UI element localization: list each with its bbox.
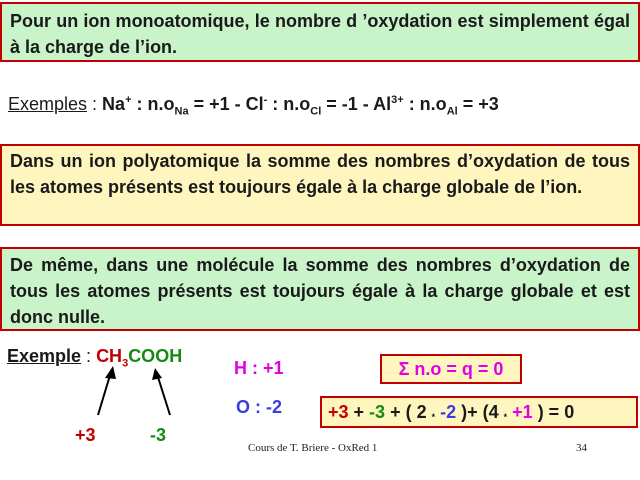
- page-number: 34: [576, 442, 587, 454]
- examples-line: Exemples : Na+ : $n.o_{Na} = +1 - Cl^-$ : $n.o_{Cl} = -1 - Al^{3+}$ : $n.o_{Al} = +3$: [8, 94, 499, 118]
- sum-box: Σ n.o = q = 0: [380, 354, 522, 384]
- sum-equation-box: +3 + -3 + ( 2 * -2 )+ (4 * +1 ) = 0: [320, 396, 638, 428]
- definition-molecule-text: De même, dans une molécule la somme des nombres d’oxydation de tous les atomes présents est toujours égale à la charge globale et est donc nulle.: [10, 255, 630, 327]
- arrow-head-c2: [152, 368, 162, 380]
- definition-polyatomic-text: Dans un ion polyatomique la somme des nombres d’oxydation de tous les atomes présents est toujours égale à la charge globale de l’ion.: [10, 151, 630, 197]
- definition-monoatomic-text: Pour un ion monoatomique, le nombre d ’oxydation est simplement égal à la charge de l’ion.: [10, 11, 630, 57]
- examples-label: Exemples: [8, 94, 88, 114]
- footer-text: Cours de T. Briere - OxRed 1: [248, 442, 378, 454]
- carbon2-oxidation-label: -3: [150, 425, 167, 445]
- example-label: Exemple: [7, 346, 82, 366]
- arrow-c2: [157, 374, 170, 415]
- arrow-c1: [98, 372, 111, 415]
- cooh-group: COOH: [128, 346, 183, 366]
- na-symbol: Na: [102, 94, 126, 114]
- example-molecule-line: Exemple : $CH_3COOH$: [7, 346, 183, 370]
- hydrogen-oxidation: H : +1: [234, 358, 284, 378]
- cl-symbol: Cl: [245, 94, 264, 114]
- carbon1-oxidation-label: +3: [75, 425, 96, 445]
- oxygen-oxidation: O : -2: [236, 397, 283, 417]
- al-symbol: Al: [373, 94, 392, 114]
- arrow-head-c1: [105, 366, 116, 379]
- ch3-group: CH: [96, 346, 123, 366]
